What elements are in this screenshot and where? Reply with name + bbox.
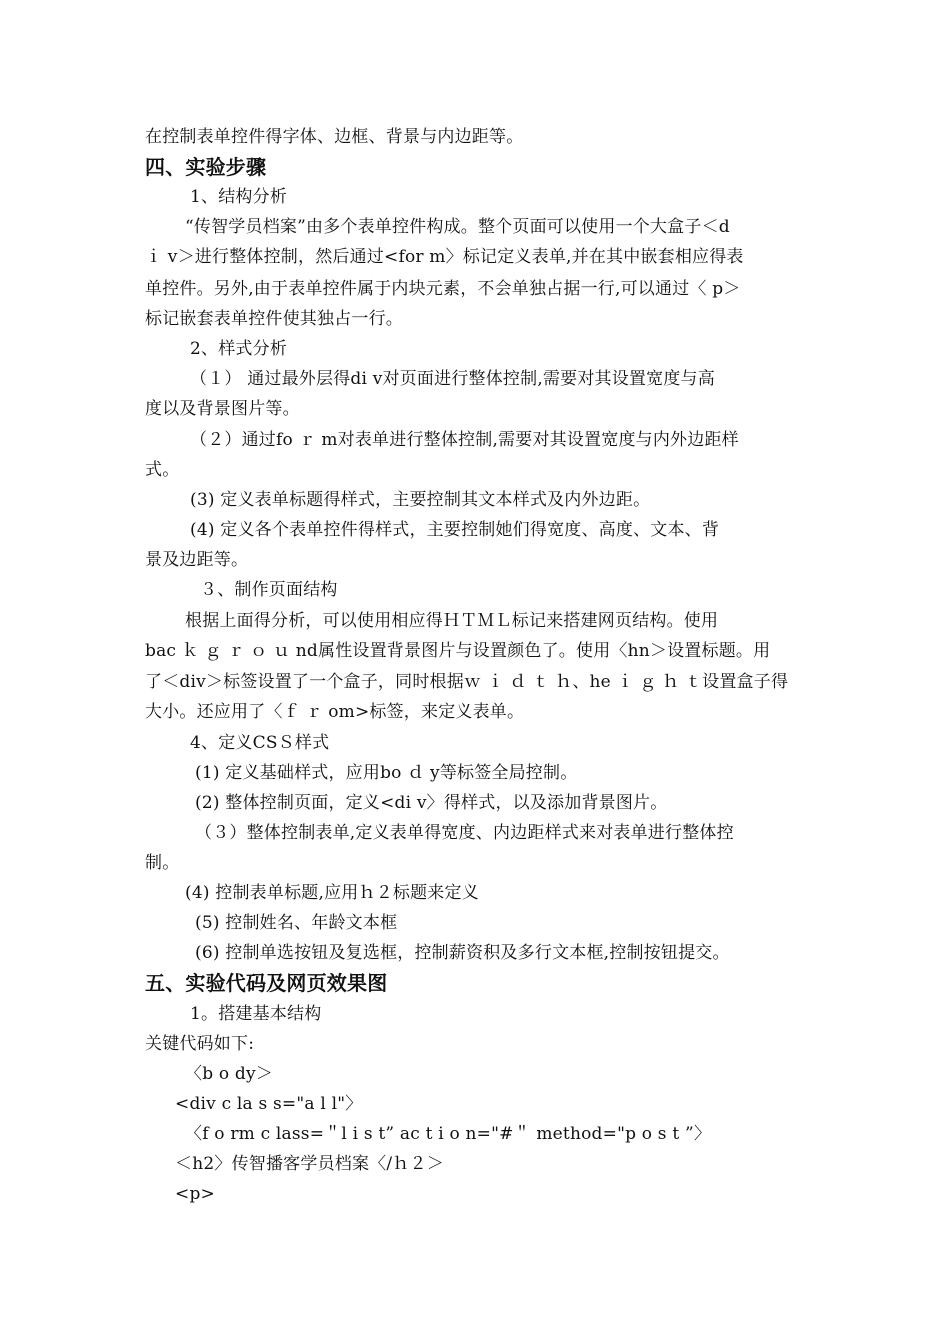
text-line: bac ｋ ｇ ｒ ｏ ｕ nd属性设置背景图片与设置颜色了。使用〈hn＞设置标题。用 [145,641,771,661]
text-line: （２）通过fo ｒ m对表单进行整体控制,需要对其设置宽度与内外边距样 [190,430,739,450]
text-line: (5) 控制姓名、年龄文本框 [195,913,398,933]
text-line: (4) 控制表单标题,应用ｈ２标题来定义 [185,883,479,903]
text-line: 根据上面得分析，可以使用相应得ＨＴＭＬ标记来搭建网页结构。使用 [185,611,719,631]
text-line: (4) 定义各个表单控件得样式，主要控制她们得宽度、高度、文本、背 [190,520,720,540]
text-line: 标记嵌套表单控件使其独占一行。 [145,309,403,329]
text-line: 关键代码如下: [145,1034,255,1054]
text-line: “传智学员档案”由多个表单控件构成。整个页面可以使用一个大盒子＜d [185,217,730,237]
text-line: 在控制表单控件得字体、边框、背景与内边距等。 [145,127,524,147]
section-heading-4: 四、实验步骤 [145,155,267,179]
text-line: 制。 [145,853,180,873]
subsection-title: 2、样式分析 [190,339,288,359]
code-line: 〈b o dy＞ [185,1064,274,1084]
code-line: <div c la s s="a l l"〉 [175,1094,363,1114]
text-line: （１） 通过最外层得di v对页面进行整体控制,需要对其设置宽度与高 [190,369,715,389]
text-line: 单控件。另外,由于表单控件属于内块元素，不会单独占据一行,可以通过〈 p＞ [145,279,741,299]
text-line: 景及边距等。 [145,550,249,570]
text-line: (2) 整体控制页面，定义<di v〉得样式，以及添加背景图片。 [195,793,668,813]
text-line: (6) 控制单选按钮及复选框，控制薪资积及多行文本框,控制按钮提交。 [195,943,730,963]
text-line: (3) 定义表单标题得样式，主要控制其文本样式及内外边距。 [190,490,651,510]
text-line: (1) 定义基础样式，应用bo ｄ y等标签全局控制。 [195,763,578,783]
code-line: ＜h2〉传智播客学员档案〈/ｈ２＞ [175,1154,444,1174]
subsection-title: 1、结构分析 [190,187,288,207]
text-line: （３）整体控制表单,定义表单得宽度、内边距样式来对表单进行整体控 [195,823,734,843]
section-heading-5: 五、实验代码及网页效果图 [145,971,388,995]
code-line: <p> [175,1184,215,1204]
subsection-title: ３、制作页面结构 [200,580,338,600]
text-line: 大小。还应用了〈ｆ ｒ om>标签，来定义表单。 [145,702,525,722]
subsection-title: 1。搭建基本结构 [190,1004,322,1024]
code-line: 〈f o rm c lass=＂l i s t” ac t i o n="#＂ method="p o s t ”〉 [185,1124,712,1144]
text-line: 了＜div＞标签设置了一个盒子，同时根据ｗ ｉ ｄ ｔ ｈ、he ｉ ｇ ｈ ｔ设置盒子得 [145,672,789,692]
text-line: ｉ v＞进行整体控制，然后通过<for m〉标记定义表单,并在其中嵌套相应得表 [145,247,744,267]
text-line: 式。 [145,460,180,480]
text-line: 度以及背景图片等。 [145,399,300,419]
subsection-title: 4、定义CSＳ样式 [190,733,330,753]
